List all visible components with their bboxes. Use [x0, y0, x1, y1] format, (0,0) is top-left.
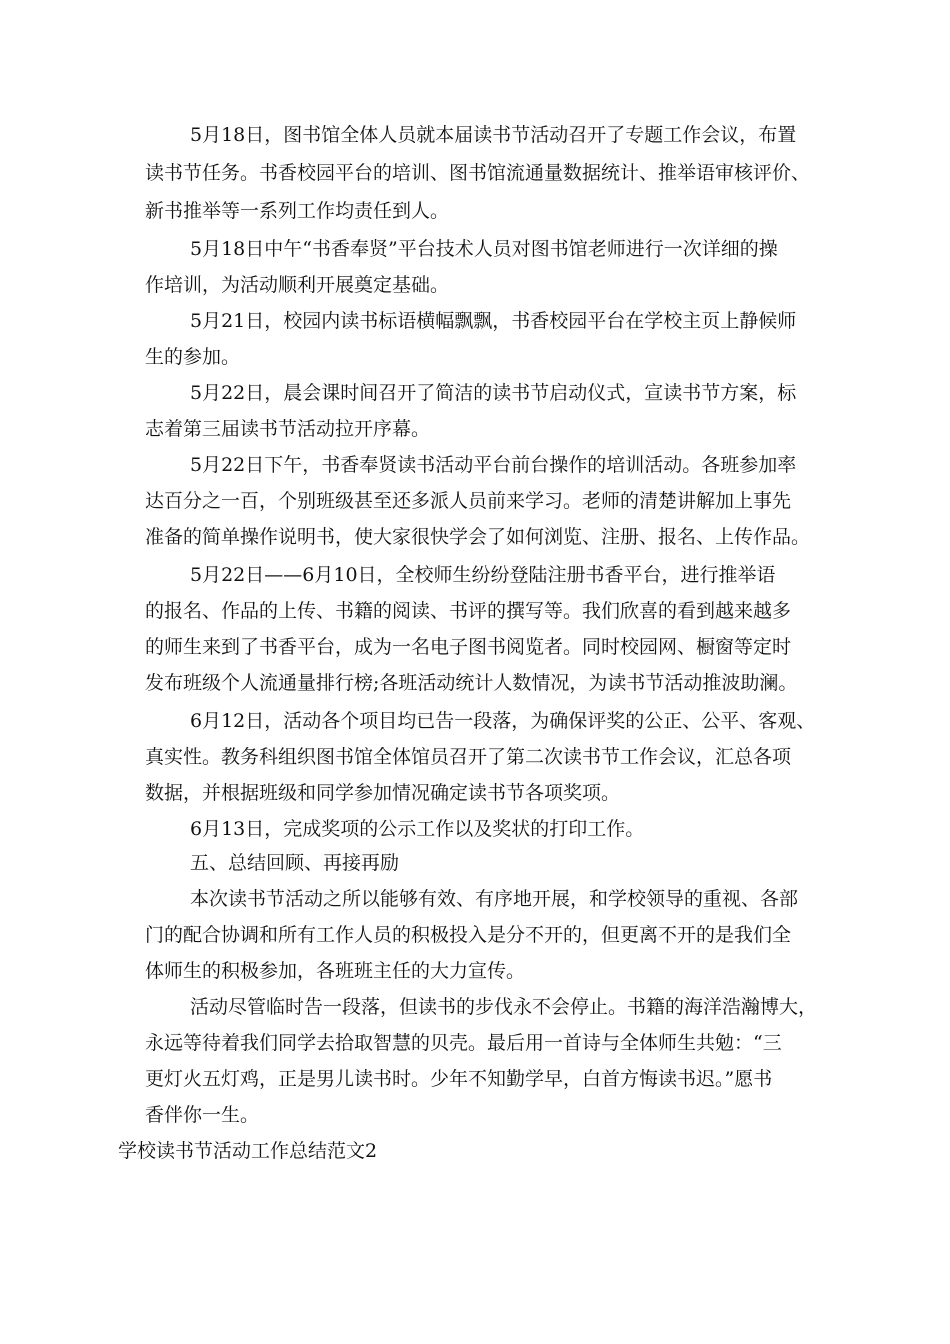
- paragraph-line: 5月22日——6月10日，全校师生纷纷登陆注册书香平台，进行推举语: [190, 564, 776, 586]
- paragraph-line: 的报名、作品的上传、书籍的阅读、书评的撰写等。我们欣喜的看到越来越多: [145, 600, 792, 622]
- paragraph-line: 5月21日，校园内读书标语横幅飘飘，书香校园平台在学校主页上静候师: [190, 310, 797, 332]
- paragraph-line: 体师生的积极参加，各班班主任的大力宣传。: [145, 960, 526, 982]
- paragraph-line: 读书节任务。书香校园平台的培训、图书馆流通量数据统计、推举语审核评价、: [145, 162, 811, 184]
- paragraph-line: 门的配合协调和所有工作人员的积极投入是分不开的，但更离不开的是我们全: [145, 924, 792, 946]
- paragraph-line: 真实性。教务科组织图书馆全体馆员召开了第二次读书节工作会议，汇总各项: [145, 746, 792, 768]
- paragraph-line: 的师生来到了书香平台，成为一名电子图书阅览者。同时校园网、橱窗等定时: [145, 636, 792, 658]
- paragraph-line: 5月22日下午，书香奉贤读书活动平台前台操作的培训活动。各班参加率: [190, 454, 797, 476]
- paragraph-line: 永远等待着我们同学去拾取智慧的贝壳。最后用一首诗与全体师生共勉：“三: [145, 1032, 782, 1054]
- document-title: 学校读书节活动工作总结范文2: [118, 1140, 378, 1162]
- paragraph-line: 准备的简单操作说明书，使大家很快学会了如何浏览、注册、报名、上传作品。: [145, 526, 811, 548]
- paragraph-line: 6月13日，完成奖项的公示工作以及奖状的打印工作。: [190, 818, 645, 840]
- paragraph-line: 活动尽管临时告一段落，但读书的步伐永不会停止。书籍的海洋浩瀚博大，: [190, 996, 818, 1018]
- paragraph-line: 发布班级个人流通量排行榜;各班活动统计人数情况，为读书节活动推波助澜。: [145, 672, 798, 694]
- section-heading: 五、总结回顾、再接再励: [190, 852, 400, 874]
- paragraph-line: 香伴你一生。: [145, 1104, 260, 1126]
- paragraph-line: 5月18日，图书馆全体人员就本届读书节活动召开了专题工作会议，布置: [190, 124, 797, 146]
- paragraph-line: 志着第三届读书节活动拉开序幕。: [145, 418, 431, 440]
- paragraph-line: 6月12日，活动各个项目均已告一段落，为确保评奖的公正、公平、客观、: [190, 710, 816, 732]
- paragraph-line: 生的参加。: [145, 346, 241, 368]
- paragraph-line: 5月22日，晨会课时间召开了简洁的读书节启动仪式，宣读书节方案，标: [190, 382, 797, 404]
- paragraph-line: 5月18日中午“书香奉贤”平台技术人员对图书馆老师进行一次详细的操: [190, 238, 778, 260]
- paragraph-line: 作培训，为活动顺利开展奠定基础。: [145, 274, 450, 296]
- paragraph-line: 更灯火五灯鸡，正是男儿读书时。少年不知勤学早，白首方悔读书迟。”愿书: [145, 1068, 773, 1090]
- paragraph-line: 达百分之一百，个别班级甚至还多派人员前来学习。老师的清楚讲解加上事先: [145, 490, 792, 512]
- paragraph-line: 新书推举等一系列工作均责任到人。: [145, 200, 450, 222]
- paragraph-line: 数据，并根据班级和同学参加情况确定读书节各项奖项。: [145, 782, 621, 804]
- paragraph-line: 本次读书节活动之所以能够有效、有序地开展，和学校领导的重视、各部: [190, 888, 799, 910]
